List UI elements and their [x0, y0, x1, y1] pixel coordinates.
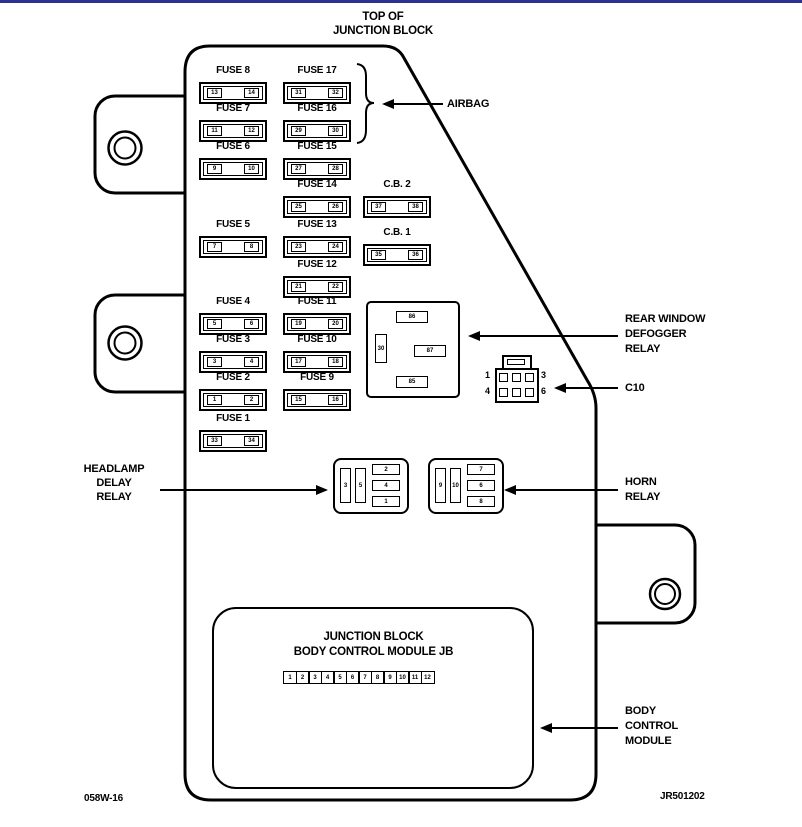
fuse-12-box: [283, 276, 351, 298]
fuse-5-inner: [203, 240, 263, 254]
fuse-11-inner: [287, 317, 347, 331]
bcm-strip-cell-11: 11: [408, 671, 422, 684]
fuse-10-inner: [287, 355, 347, 369]
fuse-7-terminal-1: 11: [207, 126, 222, 136]
fuse-12-label: FUSE 12: [297, 259, 337, 270]
fuse-7-box: [199, 120, 267, 142]
fuse-15-label: FUSE 15: [297, 141, 337, 152]
fuse-12-terminal-1: 21: [291, 282, 306, 292]
fuse-2-terminal-2: 2: [244, 395, 259, 405]
fuse-1-terminal-1: 33: [207, 436, 222, 446]
headlamp-label-line2: DELAY: [96, 477, 132, 489]
fuse-7-inner: [203, 124, 263, 138]
fuse-16-terminal-2: 30: [328, 126, 343, 136]
fuse-2-terminal-1: 1: [207, 395, 222, 405]
fuse-3-terminal-1: 3: [207, 357, 222, 367]
c10-pin: [512, 373, 521, 382]
fuse-15-terminal-2: 28: [328, 164, 343, 174]
fuse-7-label: FUSE 7: [216, 103, 250, 114]
bcm-label-line1: BODY: [625, 705, 656, 717]
c10-pin-label-4: 4: [485, 386, 491, 396]
fuse-4-box: [199, 313, 267, 335]
fuse-13-terminal-1: 23: [291, 242, 306, 252]
fuse-13-label: FUSE 13: [297, 219, 337, 230]
c-b-2-terminal-2: 38: [408, 202, 423, 212]
c10-top-slot: [507, 359, 525, 365]
bcm-strip-cell-4: 4: [321, 671, 335, 684]
fuse-1-label: FUSE 1: [216, 413, 250, 424]
fuse-17-box: [283, 82, 351, 104]
bcm-strip-cell-1: 1: [283, 671, 297, 684]
fuse-17-inner: [287, 86, 347, 100]
fuse-3-inner: [203, 355, 263, 369]
bcm-strip-cell-3: 3: [308, 671, 322, 684]
fuse-1-terminal-2: 34: [244, 436, 259, 446]
fuse-10-box: [283, 351, 351, 373]
fuse-3-box: [199, 351, 267, 373]
bcm-strip-cell-7: 7: [358, 671, 372, 684]
fuse-9-label: FUSE 9: [300, 372, 334, 383]
headlamp-relay-vpin2: 5: [355, 468, 366, 503]
headlamp-relay-vpin1: 3: [340, 468, 351, 503]
airbag-label: AIRBAG: [447, 98, 490, 110]
horn-relay: [428, 458, 504, 514]
fuse-1-box: [199, 430, 267, 452]
fuse-14-terminal-2: 26: [328, 202, 343, 212]
fuse-12-terminal-2: 22: [328, 282, 343, 292]
diagram-title-line1: TOP OF: [362, 11, 404, 23]
fuse-17-label: FUSE 17: [297, 65, 337, 76]
diagram-title: [303, 10, 463, 38]
headlamp-label-line1: HEADLAMP: [83, 463, 145, 475]
fuse-3-terminal-2: 4: [244, 357, 259, 367]
figure-code-left: 058W-16: [84, 793, 123, 804]
defogger-pin-bottom: 85: [396, 376, 428, 388]
fuse-16-terminal-1: 29: [291, 126, 306, 136]
c10-pin: [512, 388, 521, 397]
fuse-4-terminal-2: 6: [244, 319, 259, 329]
horn-relay-vpin1: 9: [435, 468, 446, 503]
fuse-17-terminal-2: 32: [328, 88, 343, 98]
bcm-strip-cell-12: 12: [421, 671, 435, 684]
headlamp-label-line3: RELAY: [96, 491, 132, 503]
c-b-1-terminal-2: 36: [408, 250, 423, 260]
defogger-relay-label: [625, 312, 705, 357]
fuse-11-box: [283, 313, 351, 335]
c10-body: [495, 368, 539, 403]
c-b-1-terminal-1: 35: [371, 250, 386, 260]
bcm-strip-cell-2: 2: [296, 671, 310, 684]
fuse-9-box: [283, 389, 351, 411]
fuse-4-label: FUSE 4: [216, 296, 250, 307]
defogger-label-line1: REAR WINDOW: [625, 313, 706, 325]
horn-relay-hpin1: 7: [467, 464, 495, 475]
fuse-5-terminal-2: 8: [244, 242, 259, 252]
fuse-11-terminal-2: 20: [328, 319, 343, 329]
defogger-pin-center: 87: [414, 345, 446, 357]
fuse-8-label: FUSE 8: [216, 65, 250, 76]
fuse-13-inner: [287, 240, 347, 254]
bolt-hole-bottom-inner: [115, 333, 136, 354]
bolt-hole-right-inner: [655, 584, 675, 604]
defogger-pin-left: 30: [375, 334, 387, 363]
horn-relay-vpin2: 10: [450, 468, 461, 503]
c10-label: C10: [625, 382, 645, 394]
fuse-9-inner: [287, 393, 347, 407]
c10-pin-label-6: 6: [541, 386, 547, 396]
horn-relay-hpin3: 8: [467, 496, 495, 507]
headlamp-relay-label: [70, 462, 158, 504]
bcm-title: [212, 630, 535, 660]
defogger-pin-top: 86: [396, 311, 428, 323]
fuse-2-inner: [203, 393, 263, 407]
c10-pin: [525, 373, 534, 382]
c10-pin: [499, 388, 508, 397]
fuse-10-label: FUSE 10: [297, 334, 337, 345]
fuse-4-terminal-1: 5: [207, 319, 222, 329]
bolt-hole-top-inner: [115, 138, 136, 159]
fuse-2-label: FUSE 2: [216, 372, 250, 383]
fuse-6-box: [199, 158, 267, 180]
bcm-title-line1: JUNCTION BLOCK: [323, 631, 424, 643]
fuse-16-box: [283, 120, 351, 142]
fuse-11-label: FUSE 11: [297, 296, 337, 307]
fuse-5-label: FUSE 5: [216, 219, 250, 230]
fuse-1-inner: [203, 434, 263, 448]
c10-pin-label-1: 1: [485, 370, 491, 380]
fuse-7-terminal-2: 12: [244, 126, 259, 136]
fuse-5-terminal-1: 7: [207, 242, 222, 252]
fuse-6-terminal-2: 10: [244, 164, 259, 174]
fuse-14-terminal-1: 25: [291, 202, 306, 212]
fuse-13-terminal-2: 24: [328, 242, 343, 252]
c10-pin-label-3: 3: [541, 370, 547, 380]
bcm-strip-cell-5: 5: [333, 671, 347, 684]
headlamp-relay-hpin3: 1: [372, 496, 400, 507]
fuse-6-inner: [203, 162, 263, 176]
fuse-2-box: [199, 389, 267, 411]
c-b-1-label: C.B. 1: [383, 227, 411, 238]
horn-label-line2: RELAY: [625, 491, 661, 503]
fuse-8-box: [199, 82, 267, 104]
fuse-13-box: [283, 236, 351, 258]
fuse-10-terminal-1: 17: [291, 357, 306, 367]
c10-pin: [499, 373, 508, 382]
fuse-9-terminal-2: 16: [328, 395, 343, 405]
fuse-3-label: FUSE 3: [216, 334, 250, 345]
c-b-2-box: [363, 196, 431, 218]
c-b-1-inner: [367, 248, 427, 262]
fuse-6-terminal-1: 9: [207, 164, 222, 174]
figure-code-right: JR501202: [660, 791, 705, 802]
c-b-2-inner: [367, 200, 427, 214]
bcm-label-line2: CONTROL: [625, 720, 678, 732]
fuse-14-label: FUSE 14: [297, 179, 337, 190]
c-b-2-terminal-1: 37: [371, 202, 386, 212]
fuse-11-terminal-1: 19: [291, 319, 306, 329]
diagram-title-line2: JUNCTION BLOCK: [332, 25, 434, 37]
fuse-15-terminal-1: 27: [291, 164, 306, 174]
defogger-label-line3: RELAY: [625, 343, 661, 355]
rear-window-defogger-relay: [366, 301, 460, 398]
fuse-8-terminal-1: 13: [207, 88, 222, 98]
bcm-strip-cell-9: 9: [383, 671, 397, 684]
fuse-6-label: FUSE 6: [216, 141, 250, 152]
headlamp-relay-hpin1: 2: [372, 464, 400, 475]
horn-relay-hpin2: 6: [467, 480, 495, 491]
c-b-1-box: [363, 244, 431, 266]
c-b-2-label: C.B. 2: [383, 179, 411, 190]
fuse-12-inner: [287, 280, 347, 294]
headlamp-delay-relay: [333, 458, 409, 514]
fuse-16-label: FUSE 16: [297, 103, 337, 114]
headlamp-relay-hpin2: 4: [372, 480, 400, 491]
bcm-label-line3: MODULE: [625, 735, 672, 747]
bcm-strip-cell-6: 6: [346, 671, 360, 684]
fuse-4-inner: [203, 317, 263, 331]
bcm-strip-cell-10: 10: [396, 671, 410, 684]
fuse-10-terminal-2: 18: [328, 357, 343, 367]
horn-label-line1: HORN: [625, 476, 657, 488]
fuse-14-box: [283, 196, 351, 218]
fuse-8-terminal-2: 14: [244, 88, 259, 98]
bcm-title-line2: BODY CONTROL MODULE JB: [293, 646, 454, 658]
fuse-15-box: [283, 158, 351, 180]
fuse-5-box: [199, 236, 267, 258]
c10-pin: [525, 388, 534, 397]
bcm-label: [625, 704, 678, 749]
fuse-15-inner: [287, 162, 347, 176]
bcm-strip-cell-8: 8: [371, 671, 385, 684]
horn-relay-label: [625, 475, 660, 505]
fuse-8-inner: [203, 86, 263, 100]
fuse-14-inner: [287, 200, 347, 214]
defogger-label-line2: DEFOGGER: [625, 328, 687, 340]
fuse-17-terminal-1: 31: [291, 88, 306, 98]
bcm-connector-strip: [283, 671, 435, 684]
fuse-16-inner: [287, 124, 347, 138]
fuse-9-terminal-1: 15: [291, 395, 306, 405]
